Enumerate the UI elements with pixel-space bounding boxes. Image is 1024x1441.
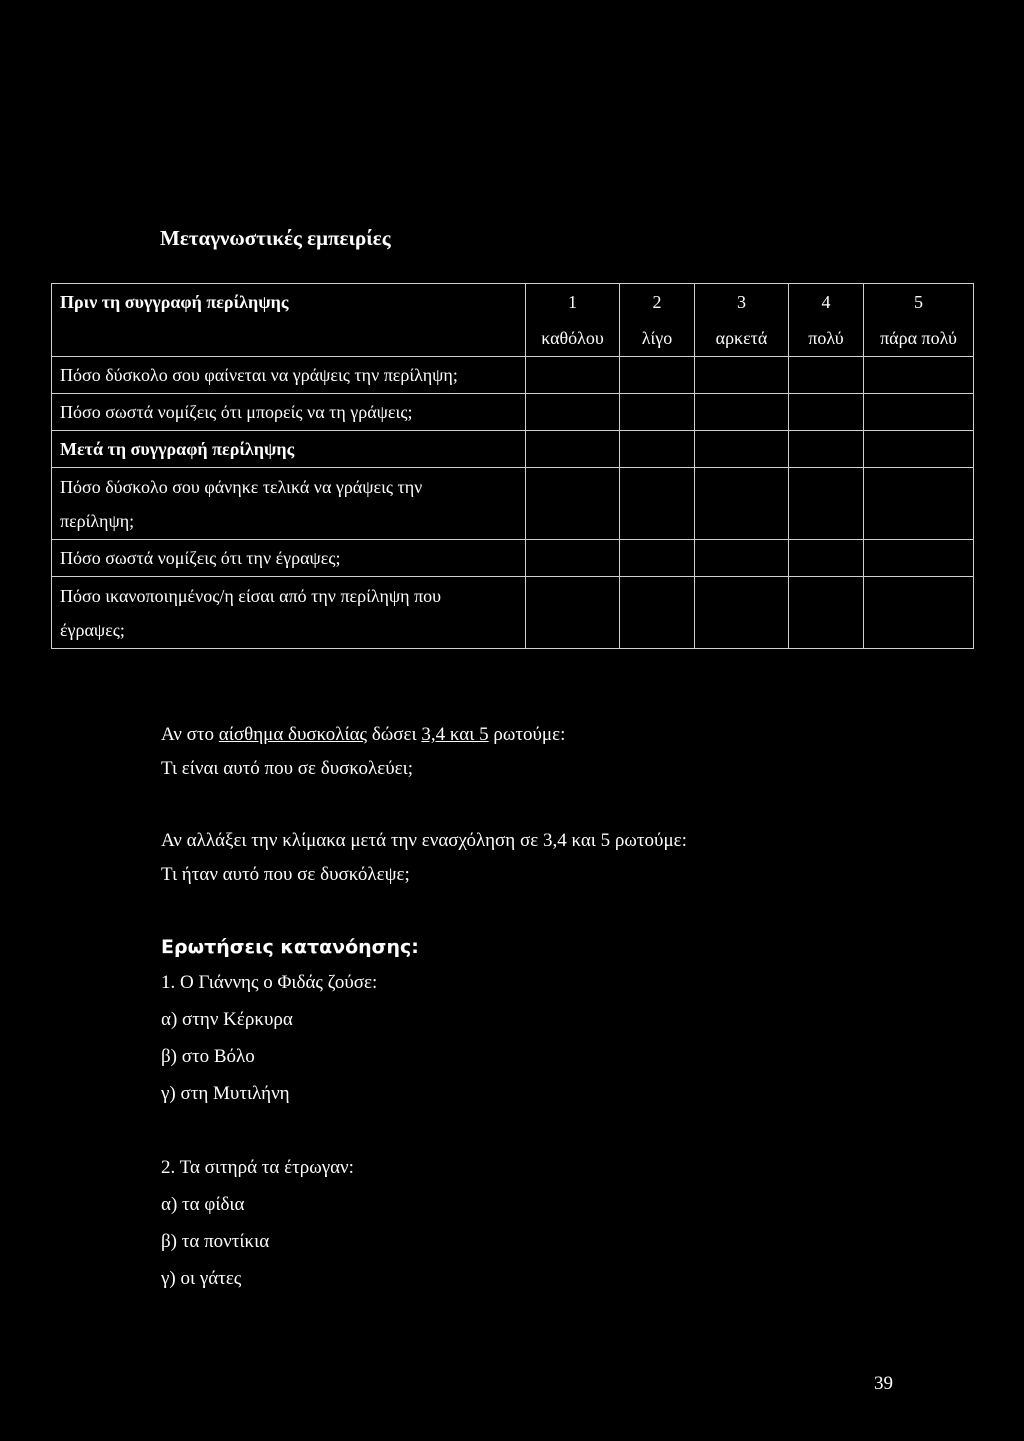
scale-num: 4 [821,292,831,312]
followup-difficulty-line-1 [161,718,565,752]
scale-col-2 [620,284,695,357]
scale-col-5 [864,284,974,357]
rating-cell [526,431,620,468]
rating-cell[interactable] [695,468,789,540]
table-row [52,394,974,431]
scale-num: 3 [737,292,746,312]
table-row [52,468,974,540]
rating-cell[interactable] [620,540,695,577]
rating-cell[interactable] [695,357,789,394]
question-3-line-1: Πόσο δύσκολο σου φάνηκε τελικά να γράψεις την [60,476,423,497]
comprehension-q1-stem: 1. Ο Γιάννης ο Φιδάς ζούσε: [161,972,378,993]
spacer [161,1112,419,1149]
rating-cell[interactable] [526,577,620,649]
rating-cell[interactable] [526,540,620,577]
rating-cell[interactable] [526,394,620,431]
scale-label: πάρα πολύ [880,328,957,348]
scale-num: 5 [914,292,923,312]
table-header-row [52,284,974,357]
rating-cell [695,431,789,468]
comprehension-q2-option[interactable]: β) τα ποντίκια [161,1231,270,1252]
question-5-line-1: Πόσο ικανοποιημένος/η είσαι από την περίληψη που [60,585,442,606]
underlined-text: αίσθημα δυσκολίας [218,724,368,745]
text-run: δώσει [367,724,422,745]
rating-cell[interactable] [864,577,974,649]
comprehension-q2-option[interactable]: γ) οι γάτες [161,1268,242,1289]
followup-difficulty [161,718,565,786]
question-3 [52,468,526,540]
question-2: Πόσο σωστά νομίζεις ότι μπορείς να τη γράψεις; [52,394,526,431]
question-4: Πόσο σωστά νομίζεις ότι την έγραψες; [52,540,526,577]
table-row [52,540,974,577]
scale-col-4 [789,284,864,357]
rating-cell [620,431,695,468]
table-row [52,431,974,468]
comprehension-q2-stem: 2. Τα σιτηρά τα έτρωγαν: [161,1157,354,1178]
question-3-line-2: περίληψη; [60,510,135,531]
scale-label: αρκετά [715,328,768,348]
comprehension-q1-option[interactable]: β) στο Βόλο [161,1046,255,1067]
question-5-line-2: έγραψες; [60,619,125,640]
scale-label: καθόλου [541,328,604,348]
rating-cell [789,431,864,468]
scale-col-1 [526,284,620,357]
rating-cell[interactable] [864,540,974,577]
section-before-label: Πριν τη συγγραφή περίληψης [52,284,526,357]
rating-cell[interactable] [789,540,864,577]
rating-cell[interactable] [789,577,864,649]
rating-cell[interactable] [620,357,695,394]
text-run: ρωτούμε: [488,724,566,745]
rating-cell[interactable] [789,468,864,540]
rating-cell[interactable] [526,357,620,394]
page-number: 39 [874,1373,893,1394]
rating-cell[interactable] [864,468,974,540]
rating-cell[interactable] [789,394,864,431]
comprehension-q1-option[interactable]: γ) στη Μυτιλήνη [161,1083,290,1104]
scale-num: 1 [568,292,577,312]
section-after-label: Μετά τη συγγραφή περίληψης [52,431,526,468]
comprehension-q1-option[interactable]: α) στην Κέρκυρα [161,1009,293,1030]
rating-cell[interactable] [789,357,864,394]
rating-cell[interactable] [864,357,974,394]
rating-cell[interactable] [620,577,695,649]
rating-cell [864,431,974,468]
scale-label: πολύ [808,328,844,348]
comprehension-title: Ερωτήσεις κατανόησης: [161,936,419,958]
table-row [52,357,974,394]
section-heading: Μεταγνωστικές εμπειρίες [160,226,391,250]
question-5 [52,577,526,649]
followup-difficulty-line-2: Τι είναι αυτό που σε δυσκολεύει; [161,758,413,779]
comprehension-q2-option[interactable]: α) τα φίδια [161,1194,245,1215]
underlined-text: 3,4 και 5 [421,724,489,745]
question-1: Πόσο δύσκολο σου φαίνεται να γράψεις την περίληψη; [52,357,526,394]
rating-cell[interactable] [695,540,789,577]
followup-scale-change-line-1: Αν αλλάξει την κλίμακα μετά την ενασχόληση σε 3,4 και 5 ρωτούμε: [161,830,687,851]
metacognition-table [51,283,974,649]
rating-cell[interactable] [620,394,695,431]
scale-num: 2 [652,292,662,312]
rating-cell[interactable] [620,468,695,540]
table-row [52,577,974,649]
scale-label: λίγο [641,328,673,348]
rating-cell[interactable] [695,577,789,649]
comprehension-section [161,930,419,1297]
rating-cell[interactable] [864,394,974,431]
scale-col-3 [695,284,789,357]
followup-scale-change [161,824,687,892]
text-run: Αν στο [161,724,219,745]
rating-cell[interactable] [526,468,620,540]
followup-scale-change-line-2: Τι ήταν αυτό που σε δυσκόλεψε; [161,864,410,885]
rating-cell[interactable] [695,394,789,431]
